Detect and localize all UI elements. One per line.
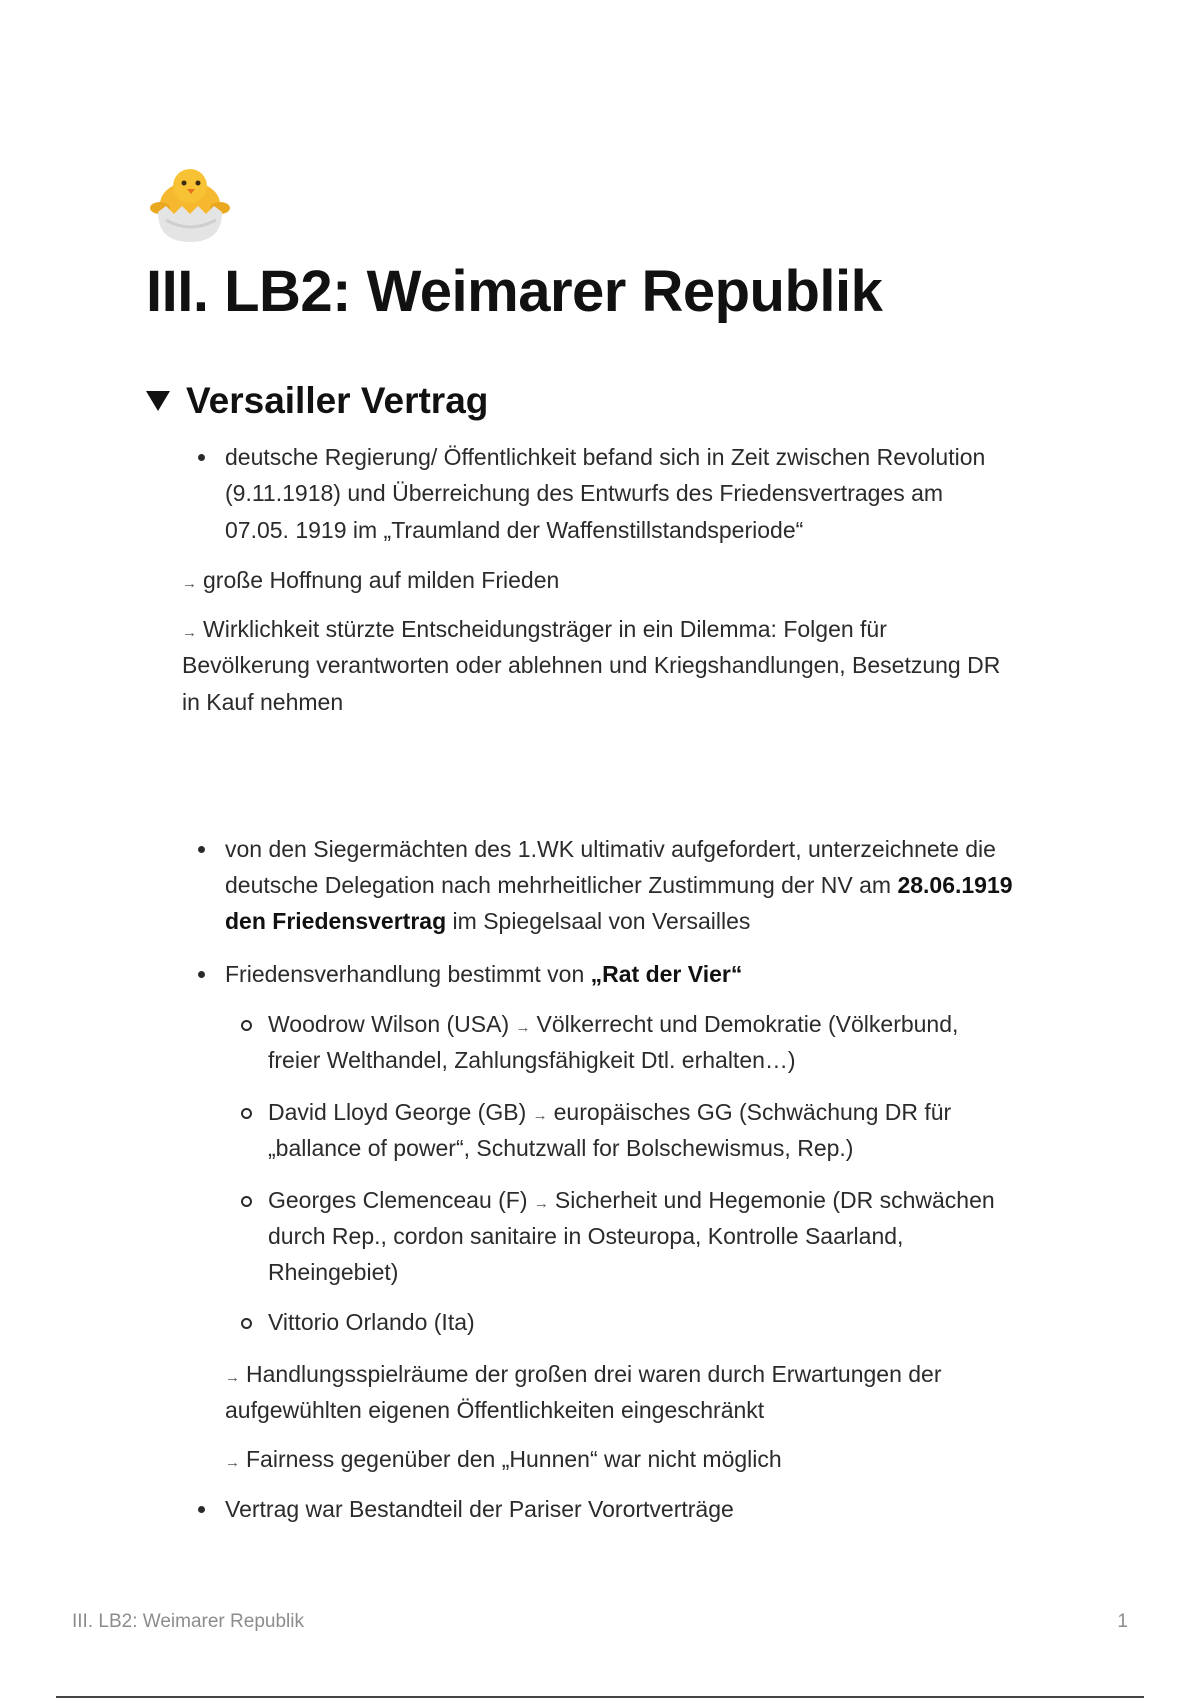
arrow-note-3-line-1 <box>225 1356 942 1397</box>
toggle-heading-versailler-vertrag[interactable] <box>146 380 488 422</box>
arrow-note-4-text: Fairness gegenüber den „Hunnen“ war nicht möglich <box>246 1446 782 1472</box>
sub-2-line-1 <box>268 1094 951 1135</box>
bullet-3-line-1 <box>225 956 742 993</box>
bullet-2-line-2 <box>225 867 1013 904</box>
arrow-note-2-text: Wirklichkeit stürzte Entscheidungsträger in ein Dilemma: Folgen für <box>203 616 887 642</box>
circle-bullet-icon <box>241 1196 252 1207</box>
treaty-date: 28.06.1919 <box>897 872 1013 898</box>
arrow-note-2-line-1 <box>182 611 887 652</box>
arrow-note-4 <box>225 1441 782 1482</box>
arrow-icon: → <box>225 1454 240 1471</box>
bullet-2-line-3 <box>225 903 750 940</box>
arrow-note-3-text: Handlungsspielräume der großen drei waren durch Erwartungen der <box>246 1361 942 1387</box>
sub-1-person: Woodrow Wilson (USA) <box>268 1011 510 1037</box>
bullet-icon <box>198 971 205 978</box>
arrow-icon: → <box>225 1369 240 1386</box>
sub-3-line-2: durch Rep., cordon sanitaire in Osteuropa, Kontrolle Saarland, <box>268 1223 904 1249</box>
sub-3-line-3: Rheingebiet) <box>268 1259 399 1285</box>
council-of-four: „Rat der Vier“ <box>590 961 743 987</box>
bullet-2-line-3-text: im Spiegelsaal von Versailles <box>446 908 751 934</box>
toggle-title: Versailler Vertrag <box>186 380 489 421</box>
arrow-icon: → <box>533 1195 549 1212</box>
bullet-1-line-3: 07.05. 1919 im „Traumland der Waffenstillstandsperiode“ <box>225 517 804 543</box>
sub-3-text: Sicherheit und Hegemonie (DR schwächen <box>554 1187 995 1213</box>
bullet-3-text: Friedensverhandlung bestimmt von <box>225 961 591 987</box>
hatching-chick-icon <box>146 160 236 244</box>
arrow-note-3-line-2: aufgewühlten eigenen Öffentlichkeiten eingeschränkt <box>225 1397 765 1423</box>
bullet-icon <box>198 1506 205 1513</box>
footer-page-number: 1 <box>1117 1611 1128 1632</box>
footer-divider <box>56 1696 1144 1698</box>
circle-bullet-icon <box>241 1020 252 1031</box>
sub-4-line-1: Vittorio Orlando (Ita) <box>268 1309 475 1335</box>
sub-1-line-2: freier Welthandel, Zahlungsfähigkeit Dtl. erhalten…) <box>268 1047 796 1073</box>
arrow-icon: → <box>182 575 197 592</box>
arrow-note-1 <box>182 562 559 603</box>
arrow-icon: → <box>182 624 197 641</box>
arrow-note-2-line-3: in Kauf nehmen <box>182 689 344 715</box>
circle-bullet-icon <box>241 1318 252 1329</box>
sub-1-line-1 <box>268 1006 958 1047</box>
sub-2-text: europäisches GG (Schwächung DR für <box>553 1099 952 1125</box>
treaty-term: den Friedensvertrag <box>225 908 447 934</box>
bullet-icon <box>198 846 205 853</box>
footer-title: III. LB2: Weimarer Republik <box>72 1611 304 1632</box>
bullet-1-line-1: deutsche Regierung/ Öffentlichkeit befand sich in Zeit zwischen Revolution <box>225 444 986 470</box>
circle-bullet-icon <box>241 1108 252 1119</box>
sub-3-person: Georges Clemenceau (F) <box>268 1187 528 1213</box>
arrow-note-1-text: große Hoffnung auf milden Frieden <box>203 567 560 593</box>
bullet-1-line-2: (9.11.1918) und Überreichung des Entwurfs des Friedensvertrages am <box>225 480 944 506</box>
sub-2-person: David Lloyd George (GB) <box>268 1099 527 1125</box>
page-title: III. LB2: Weimarer Republik <box>146 259 883 324</box>
bullet-4-line-1: Vertrag war Bestandteil der Pariser Vorortverträge <box>225 1496 734 1522</box>
arrow-icon: → <box>532 1107 548 1124</box>
sub-2-line-2: „ballance of power“, Schutzwall for Bolschewismus, Rep.) <box>268 1135 854 1161</box>
arrow-icon: → <box>515 1019 531 1036</box>
toggle-triangle-icon[interactable] <box>146 391 170 411</box>
bullet-2-line-1: von den Siegermächten des 1.WK ultimativ aufgefordert, unterzeichnete die <box>225 836 996 862</box>
sub-1-text: Völkerrecht und Demokratie (Völkerbund, <box>536 1011 959 1037</box>
arrow-note-2-line-2: Bevölkerung verantworten oder ablehnen und Kriegshandlungen, Besetzung DR <box>182 652 1001 678</box>
bullet-icon <box>198 454 205 461</box>
bullet-2-line-2-text: deutsche Delegation nach mehrheitlicher Zustimmung der NV am <box>225 872 898 898</box>
sub-3-line-1 <box>268 1182 995 1223</box>
